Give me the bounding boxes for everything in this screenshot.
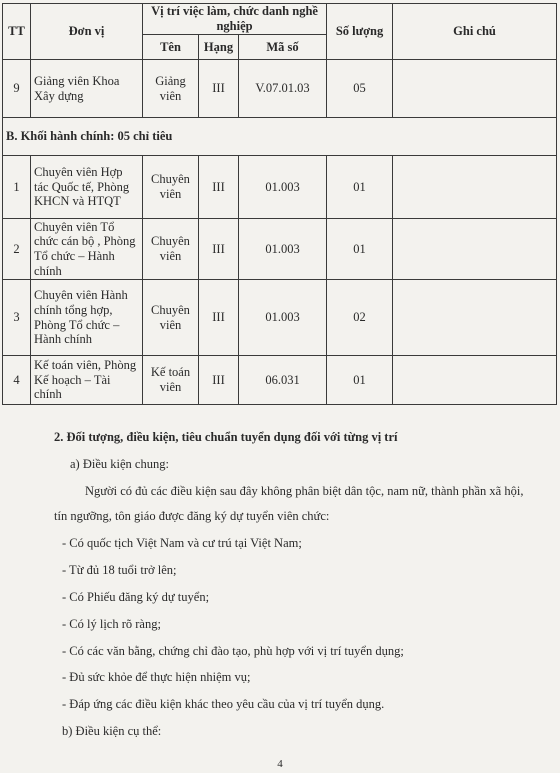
cell-tt: 4 xyxy=(3,356,31,405)
table-row xyxy=(3,356,557,405)
header-note: Ghi chú xyxy=(393,4,557,60)
cell-note xyxy=(393,356,557,405)
list-item: - Có Phiếu đăng ký dự tuyển; xyxy=(62,590,210,604)
cell-unit: Chuyên viên Hợp tác Quốc tế, Phòng KHCN và HTQT xyxy=(31,156,143,219)
cell-rank: III xyxy=(199,219,239,280)
cell-note xyxy=(393,156,557,219)
subheading-b: b) Điều kiện cụ thể: xyxy=(62,724,162,738)
cell-tt: 1 xyxy=(3,156,31,219)
list-item: - Có lý lịch rõ ràng; xyxy=(62,617,161,631)
section-b-title: B. Khối hành chính: 05 chỉ tiêu xyxy=(3,118,557,156)
cell-quantity: 02 xyxy=(327,280,393,356)
header-tt: TT xyxy=(3,4,31,60)
cell-quantity: 05 xyxy=(327,60,393,118)
cell-quantity: 01 xyxy=(327,356,393,405)
cell-code: 01.003 xyxy=(239,219,327,280)
cell-name: Kế toán viên xyxy=(143,356,199,405)
cell-name: Giảng viên xyxy=(143,60,199,118)
table-row xyxy=(3,219,557,280)
cell-name: Chuyên viên xyxy=(143,156,199,219)
cell-quantity: 01 xyxy=(327,219,393,280)
cell-code: 06.031 xyxy=(239,356,327,405)
cell-unit: Chuyên viên Tổ chức cán bộ , Phòng Tổ chức – Hành chính xyxy=(31,219,143,280)
cell-rank: III xyxy=(199,356,239,405)
cell-rank: III xyxy=(199,60,239,118)
paragraph-line: tín ngưỡng, tôn giáo được đăng ký dự tuyển viên chức: xyxy=(54,509,330,523)
cell-tt: 3 xyxy=(3,280,31,356)
header-name: Tên xyxy=(143,35,199,60)
page-number: 4 xyxy=(277,758,283,770)
cell-tt: 9 xyxy=(3,60,31,118)
section-heading: 2. Đối tượng, điều kiện, tiêu chuẩn tuyển dụng đối với từng vị trí xyxy=(54,430,398,444)
cell-unit: Kế toán viên, Phòng Kế hoạch – Tài chính xyxy=(31,356,143,405)
cell-tt: 2 xyxy=(3,219,31,280)
cell-code: V.07.01.03 xyxy=(239,60,327,118)
cell-code: 01.003 xyxy=(239,280,327,356)
cell-unit: Giảng viên Khoa Xây dựng xyxy=(31,60,143,118)
list-item: - Đủ sức khỏe để thực hiện nhiệm vụ; xyxy=(62,670,251,684)
section-row xyxy=(3,118,557,156)
list-item: - Đáp ứng các điều kiện khác theo yêu cầu của vị trí tuyển dụng. xyxy=(62,697,385,711)
table-row xyxy=(3,280,557,356)
header-quantity: Số lượng xyxy=(327,4,393,60)
paragraph-line: Người có đủ các điều kiện sau đây không phân biệt dân tộc, nam nữ, thành phần xã hội, xyxy=(85,484,524,498)
cell-note xyxy=(393,60,557,118)
recruitment-table xyxy=(2,3,557,405)
header-code: Mã số xyxy=(239,35,327,60)
header-unit: Đơn vị xyxy=(31,4,143,60)
cell-name: Chuyên viên xyxy=(143,280,199,356)
cell-name: Chuyên viên xyxy=(143,219,199,280)
subheading-a: a) Điều kiện chung: xyxy=(70,457,169,471)
cell-note xyxy=(393,280,557,356)
table-row xyxy=(3,156,557,219)
cell-unit: Chuyên viên Hành chính tổng hợp, Phòng Tổ chức – Hành chính xyxy=(31,280,143,356)
cell-rank: III xyxy=(199,156,239,219)
list-item: - Có các văn bằng, chứng chỉ đào tạo, phù hợp với vị trí tuyển dụng; xyxy=(62,644,404,658)
cell-rank: III xyxy=(199,280,239,356)
list-item: - Có quốc tịch Việt Nam và cư trú tại Việt Nam; xyxy=(62,536,302,550)
header-rank: Hạng xyxy=(199,35,239,60)
table-row xyxy=(3,60,557,118)
header-position-group: Vị trí việc làm, chức danh nghề nghiệp xyxy=(143,4,327,35)
cell-code: 01.003 xyxy=(239,156,327,219)
cell-note xyxy=(393,219,557,280)
cell-quantity: 01 xyxy=(327,156,393,219)
list-item: - Từ đủ 18 tuổi trở lên; xyxy=(62,563,177,577)
